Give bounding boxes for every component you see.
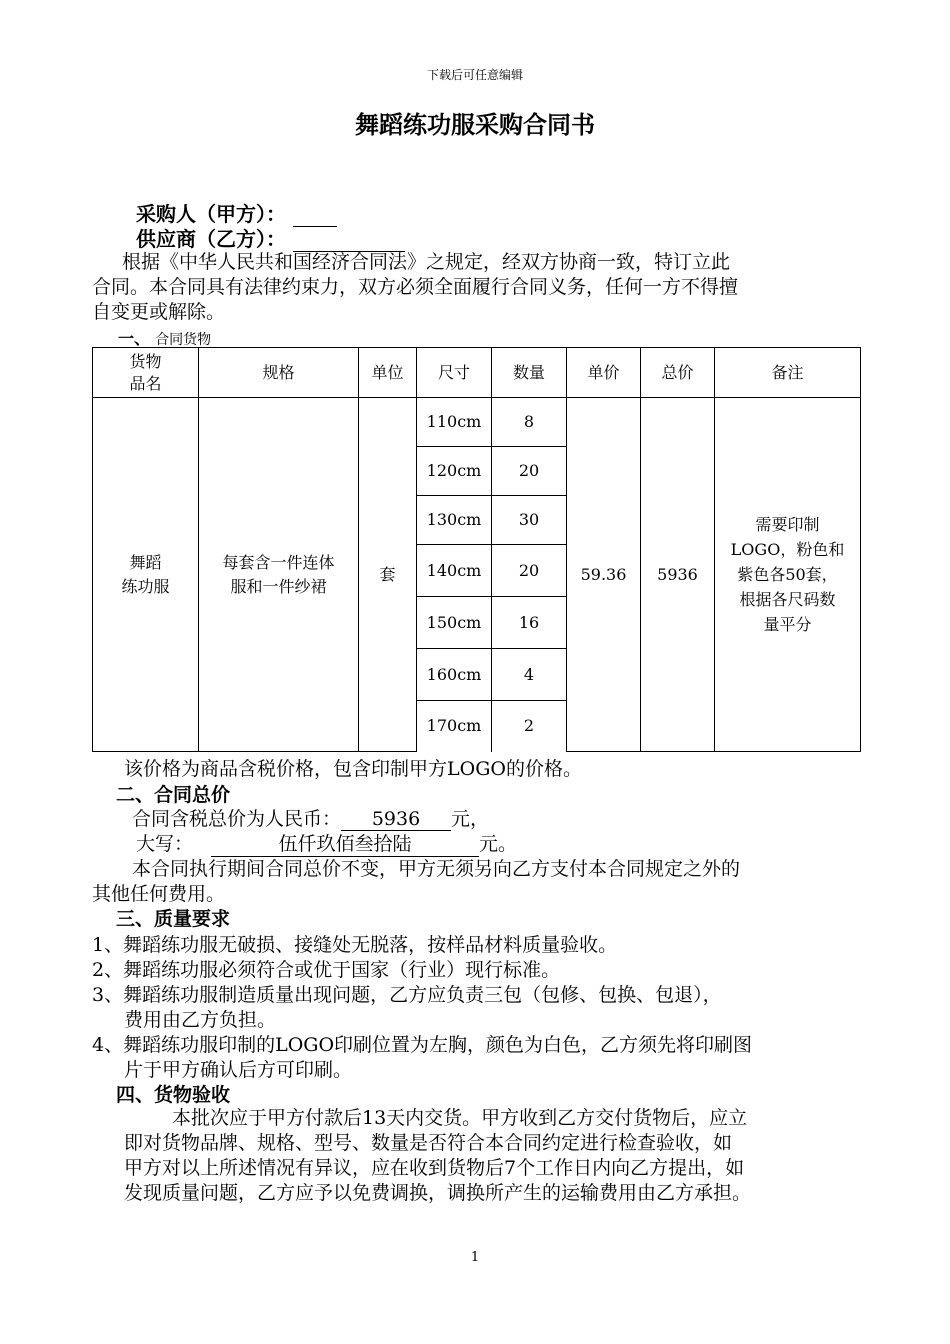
caps-value: 伍仟玖佰叁拾陆 (211, 829, 479, 857)
total-value: 5936 (341, 808, 451, 831)
size-cell: 110cm (417, 398, 492, 447)
quantity-cell: 20 (492, 545, 567, 597)
section1-number: 一、 (118, 329, 151, 348)
product-name: 舞蹈 练功服 (93, 398, 199, 752)
header-remark: 备注 (715, 348, 861, 398)
unit-price: 59.36 (567, 398, 641, 752)
table-header-row (93, 348, 861, 398)
buyer-label: 采购人（甲方）： (136, 202, 286, 226)
quantity-cell: 2 (492, 701, 567, 752)
section2-note-1: 本合同执行期间合同总价不变，甲方无须另向乙方支付本合同规定之外的 (132, 858, 741, 880)
size-cell: 160cm (417, 649, 492, 701)
acceptance-line-4: 发现质量问题，乙方应予以免费调换，调换所产生的运输费用由乙方承担。 (124, 1182, 752, 1204)
quantity-cell: 4 (492, 649, 567, 701)
acceptance-line-2: 即对货物品牌、规格、型号、数量是否符合本合同约定进行检查验收，如 (124, 1132, 733, 1154)
size-cell: 150cm (417, 597, 492, 649)
quality-item-4-cont: 片于甲方确认后方可印刷。 (124, 1059, 353, 1081)
total-suffix: 元， (451, 808, 490, 830)
table-row (93, 398, 861, 447)
total-price: 5936 (641, 398, 715, 752)
total-prefix: 合同含税总价为人民币： (132, 808, 342, 830)
section1-heading (118, 326, 211, 349)
intro-line-2: 合同。本合同具有法律约束力，双方必须全面履行合同义务，任何一方不得擅 (92, 276, 739, 298)
header-size: 尺寸 (417, 348, 492, 398)
size-cell: 170cm (417, 701, 492, 752)
section1-title: 合同货物 (155, 332, 212, 348)
price-note: 该价格为商品含税价格，包含印制甲方LOGO的价格。 (124, 758, 582, 780)
quality-item-3: 3、舞蹈练功服制造质量出现问题，乙方应负责三包（包修、包换、包退）， (92, 984, 722, 1006)
page-header: 下载后可任意编辑 (426, 68, 523, 82)
remark: 需要印制 LOGO，粉色和 紫色各50套， 根据各尺码数 量平分 (715, 398, 861, 752)
caps-prefix: 大写： (136, 833, 194, 855)
header-product: 货物 品名 (93, 348, 199, 398)
section4-title: 四、货物验收 (116, 1084, 231, 1106)
quantity-cell: 30 (492, 496, 567, 545)
acceptance-line-3: 甲方对以上所述情况有异议，应在收到货物后7个工作日内向乙方提出，如 (124, 1157, 745, 1179)
quality-item-2: 2、舞蹈练功服必须符合或优于国家（行业）现行标准。 (92, 959, 561, 981)
section2-note-2: 其他任何费用。 (92, 883, 226, 905)
quality-item-4: 4、舞蹈练功服印制的LOGO印刷位置为左胸，颜色为白色，乙方须先将印刷图 (92, 1034, 753, 1056)
header-unit: 单位 (359, 348, 417, 398)
supplier-label: 供应商（乙方）： (136, 227, 286, 251)
header-unit-price: 单价 (567, 348, 641, 398)
header-quantity: 数量 (492, 348, 567, 398)
product-spec: 每套含一件连体 服和一件纱裙 (199, 398, 359, 752)
size-cell: 140cm (417, 545, 492, 597)
quality-item-3-cont: 费用由乙方负担。 (124, 1009, 277, 1031)
page-number: 1 (470, 1250, 480, 1265)
quantity-cell: 20 (492, 447, 567, 496)
product-unit: 套 (359, 398, 417, 752)
acceptance-line-1: 本批次应于甲方付款后13天内交货。甲方收到乙方交付货物后，应立 (172, 1107, 748, 1129)
size-cell: 120cm (417, 447, 492, 496)
quantity-cell: 16 (492, 597, 567, 649)
intro-line-3: 自变更或解除。 (92, 301, 226, 323)
document-title: 舞蹈练功服采购合同书 (355, 111, 595, 139)
quality-item-1: 1、舞蹈练功服无破损、接缝处无脱落，按样品材料质量验收。 (92, 934, 618, 956)
header-total-price: 总价 (641, 348, 715, 398)
section3-title: 三、质量要求 (116, 908, 231, 930)
header-spec: 规格 (199, 348, 359, 398)
caps-line (136, 829, 517, 857)
intro-line-1: 根据《中华人民共和国经济合同法》之规定，经双方协商一致，特订立此 (122, 251, 731, 273)
section2-title: 二、合同总价 (116, 784, 231, 806)
goods-table (92, 347, 861, 752)
quantity-cell: 8 (492, 398, 567, 447)
caps-suffix: 元。 (479, 833, 518, 855)
total-price-line (132, 804, 489, 831)
size-cell: 130cm (417, 496, 492, 545)
